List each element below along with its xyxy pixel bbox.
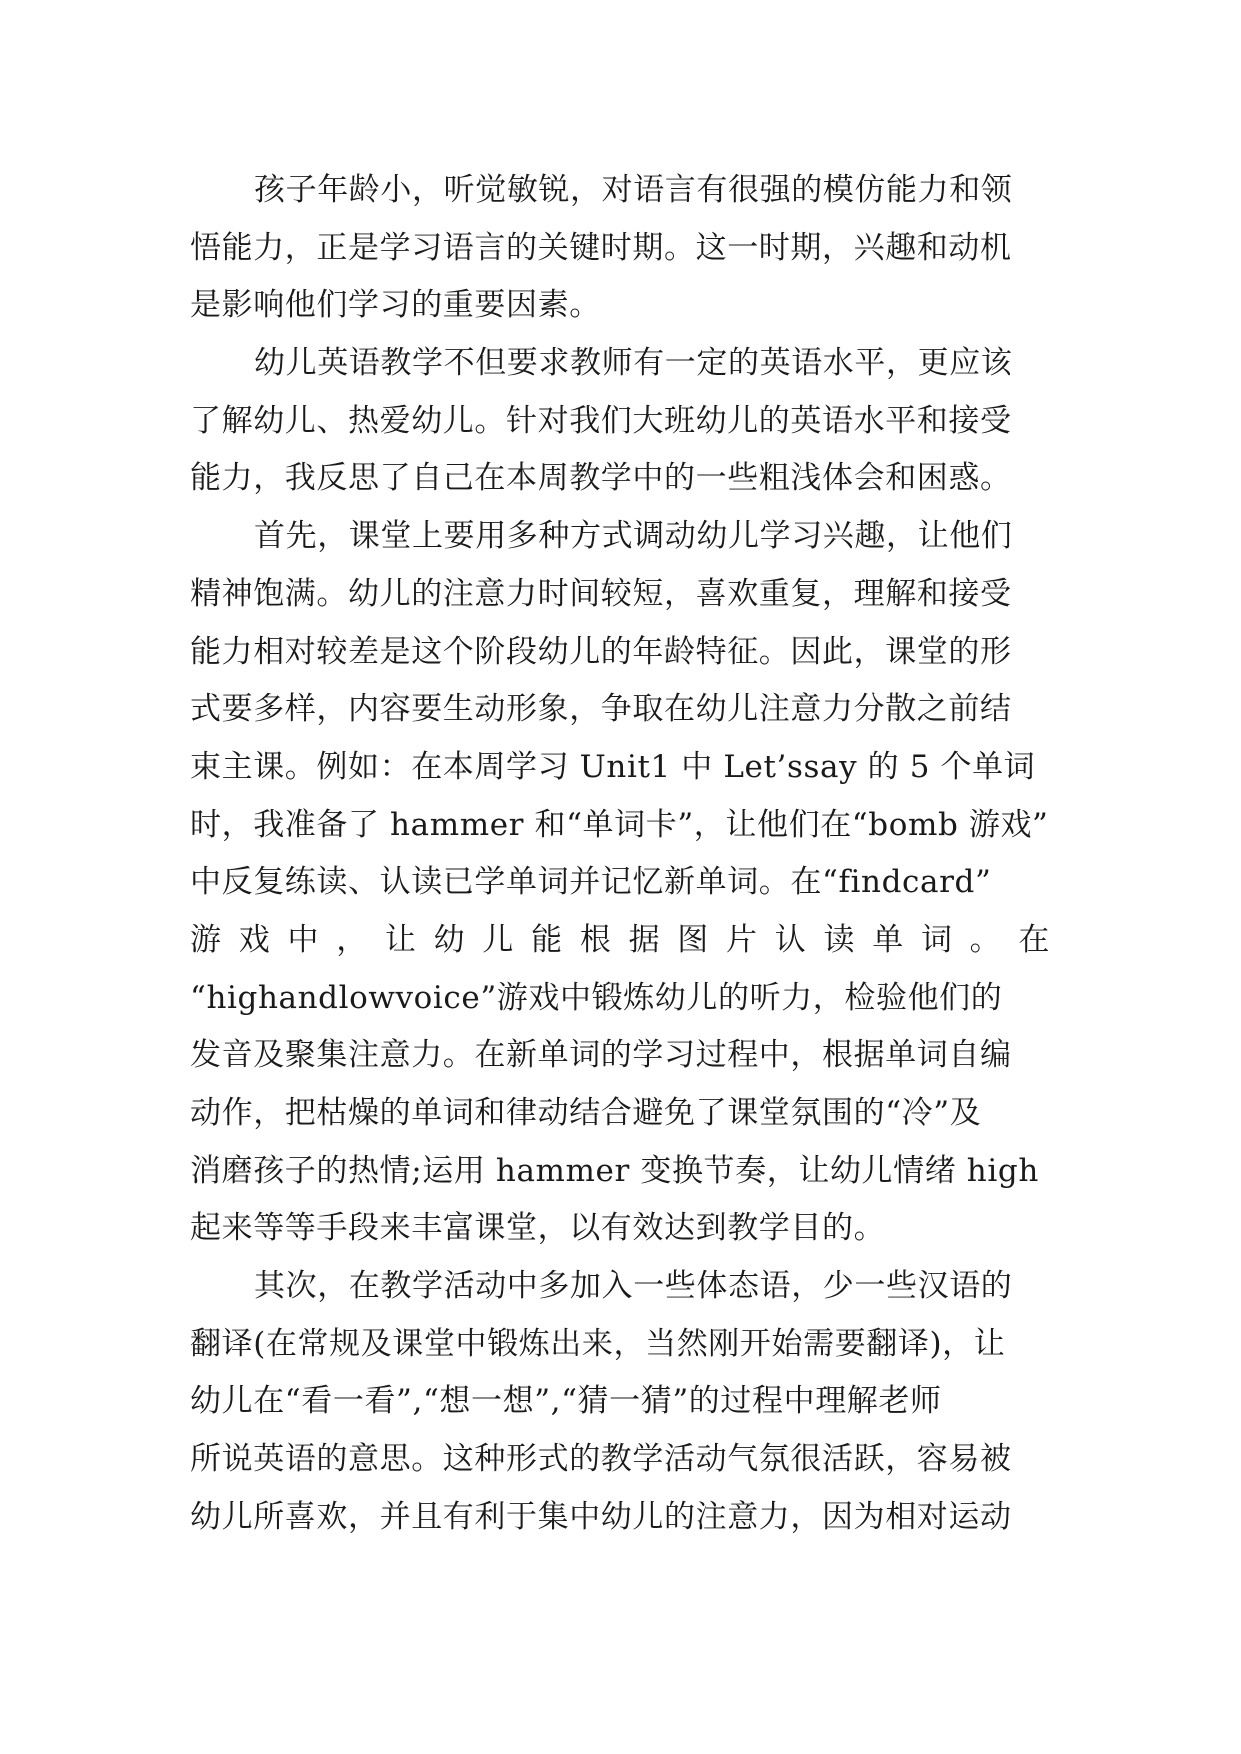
text-line: 起来等等手段来丰富课堂，以有效达到教学目的。	[190, 1210, 886, 1247]
text-line: 束主课。例如：在本周学习 Unit1 中 Let’ssay 的 5 个单词	[190, 748, 1036, 785]
text-line: 翻译(在常规及课堂中锻炼出来，当然刚开始需要翻译)，让	[190, 1325, 1006, 1362]
text-line: 幼儿在“看一看”,“想一想”,“猜一猜”的过程中理解老师	[190, 1383, 942, 1420]
text-line: 中反复练读、认读已学单词并记忆新单词。在“findcard”	[190, 864, 992, 901]
text-line: 其次，在教学活动中多加入一些体态语，少一些汉语的	[254, 1268, 1013, 1305]
text-line: 首先，课堂上要用多种方式调动幼儿学习兴趣，让他们	[254, 518, 1013, 555]
text-line: 式要多样，内容要生动形象，争取在幼儿注意力分散之前结	[190, 691, 1012, 728]
text-line: 动作，把枯燥的单词和律动结合避免了课堂氛围的“冷”及	[190, 1095, 982, 1131]
text-line: 时，我准备了 hammer 和“单词卡”，让他们在“bomb 游戏”	[190, 806, 1049, 843]
text-line: 发音及聚集注意力。在新单词的学习过程中，根据单词自编	[190, 1037, 1012, 1074]
text-line: 消磨孩子的热情;运用 hammer 变换节奏，让幼儿情绪 high	[190, 1152, 1039, 1189]
text-line: 幼儿英语教学不但要求教师有一定的英语水平，更应该	[254, 345, 1013, 382]
text-line: 能力相对较差是这个阶段幼儿的年龄特征。因此，课堂的形	[190, 633, 1012, 670]
text-line: “highandlowvoice”游戏中锻炼幼儿的听力，检验他们的	[190, 979, 1003, 1016]
document-body	[190, 162, 1050, 1547]
text-line: 是影响他们学习的重要因素。	[190, 287, 601, 324]
text-line: 悟能力，正是学习语言的关键时期。这一时期，兴趣和动机	[190, 229, 1012, 266]
text-line: 精神饱满。幼儿的注意力时间较短，喜欢重复，理解和接受	[190, 575, 1012, 612]
text-line: 了解幼儿、热爱幼儿。针对我们大班幼儿的英语水平和接受	[190, 402, 1012, 439]
text-line: 能力，我反思了自己在本周教学中的一些粗浅体会和困惑。	[190, 460, 1012, 497]
text-line: 幼儿所喜欢，并且有利于集中幼儿的注意力，因为相对运动	[190, 1498, 1012, 1535]
text-line: 孩子年龄小，听觉敏锐，对语言有很强的模仿能力和领	[254, 172, 1013, 208]
text-line: 游 戏 中 ， 让 幼 儿 能 根 据 图 片 认 读 单 词 。 在	[190, 921, 1050, 958]
text-line: 所说英语的意思。这种形式的教学活动气氛很活跃，容易被	[190, 1441, 1012, 1478]
